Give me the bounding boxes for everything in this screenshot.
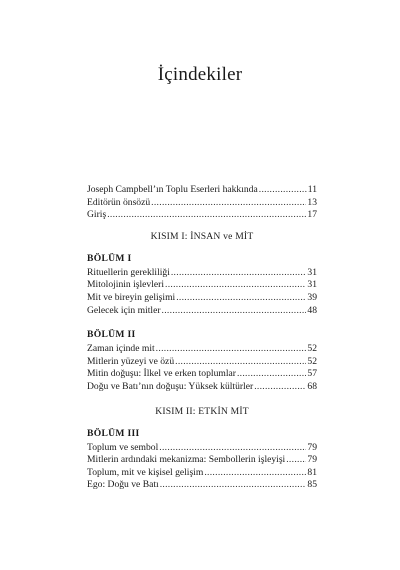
toc-entry[interactable] xyxy=(87,292,317,305)
toc-entry[interactable] xyxy=(87,479,317,492)
dot-leader xyxy=(151,197,306,210)
toc-entry[interactable] xyxy=(87,267,317,280)
chapter-section xyxy=(87,253,317,317)
dot-leader xyxy=(171,267,307,280)
chapter-section xyxy=(87,329,317,393)
entry-title: Giriş xyxy=(87,209,107,221)
entry-page: 31 xyxy=(307,279,317,291)
entry-page: 79 xyxy=(307,454,317,466)
entry-title: Rituellerin gerekliliği xyxy=(87,266,170,278)
entry-title: Editörün önsözü xyxy=(87,196,151,208)
toc-entry[interactable] xyxy=(87,197,317,210)
toc-entry[interactable] xyxy=(87,454,317,467)
dot-leader xyxy=(107,209,306,222)
toc-entry[interactable] xyxy=(87,368,317,381)
entry-page: 31 xyxy=(307,266,317,278)
entry-title: Mit ve bireyin gelişimi xyxy=(87,291,176,303)
part-heading: KISIM I: İNSAN ve MİT xyxy=(150,230,254,242)
toc-entry[interactable] xyxy=(87,279,317,292)
entry-page: 17 xyxy=(307,209,317,221)
toc-entry[interactable] xyxy=(87,305,317,318)
entry-page: 48 xyxy=(307,304,317,316)
entry-page: 57 xyxy=(307,368,317,380)
entry-page: 68 xyxy=(307,380,317,392)
dot-leader xyxy=(159,442,306,455)
entry-title: Mitin doğuşu: İlkel ve erken toplumlar xyxy=(87,368,236,380)
entry-page: 11 xyxy=(307,184,317,195)
dot-leader xyxy=(254,381,306,394)
toc-entry[interactable] xyxy=(87,381,317,394)
chapter-section xyxy=(87,428,317,492)
dot-leader xyxy=(175,356,306,369)
chapter-heading: BÖLÜM I xyxy=(87,252,132,264)
toc-entry[interactable] xyxy=(87,209,317,222)
chapter-heading: BÖLÜM III xyxy=(87,427,140,439)
chapter-heading: BÖLÜM II xyxy=(87,329,136,341)
entry-title: Toplum, mit ve kişisel gelişim xyxy=(87,466,204,478)
toc-entry[interactable] xyxy=(87,184,317,197)
dot-leader xyxy=(204,467,306,480)
front-matter xyxy=(87,184,317,222)
toc-entry[interactable] xyxy=(87,356,317,369)
dot-leader xyxy=(156,343,307,356)
entry-page: 79 xyxy=(307,441,317,453)
entry-page: 85 xyxy=(307,479,317,491)
page-title: İçindekiler xyxy=(157,64,243,85)
entry-page: 39 xyxy=(307,291,317,303)
dot-leader xyxy=(176,292,306,305)
dot-leader xyxy=(286,454,306,467)
entry-title: Zaman içinde mit xyxy=(87,343,155,355)
toc-entry[interactable] xyxy=(87,343,317,356)
entry-page: 52 xyxy=(307,355,317,367)
toc-entry[interactable] xyxy=(87,442,317,455)
entry-title: Mitlerin ardındaki mekanizma: Sembollerin işleyişi xyxy=(87,454,286,466)
dot-leader xyxy=(165,279,306,292)
entry-title: Mitlerin yüzeyi ve özü xyxy=(87,355,175,367)
entry-page: 13 xyxy=(307,196,317,208)
dot-leader xyxy=(160,479,307,492)
entry-title: Toplum ve sembol xyxy=(87,441,159,453)
entry-page: 52 xyxy=(307,343,317,355)
entry-title: Doğu ve Batı’nın doğuşu: Yüksek kültürler xyxy=(87,380,254,392)
entry-title: Gelecek için mitler xyxy=(87,304,161,316)
part-heading: KISIM II: ETKİN MİT xyxy=(155,405,249,417)
dot-leader xyxy=(162,305,307,318)
entry-page: 81 xyxy=(307,466,317,478)
table-of-contents xyxy=(87,184,317,504)
toc-entry[interactable] xyxy=(87,467,317,480)
dot-leader xyxy=(237,368,306,381)
entry-title: Joseph Campbell’ın Toplu Eserleri hakkında xyxy=(87,184,258,195)
dot-leader xyxy=(259,184,307,197)
entry-title: Ego: Doğu ve Batı xyxy=(87,479,159,491)
entry-title: Mitolojinin işlevleri xyxy=(87,279,165,291)
